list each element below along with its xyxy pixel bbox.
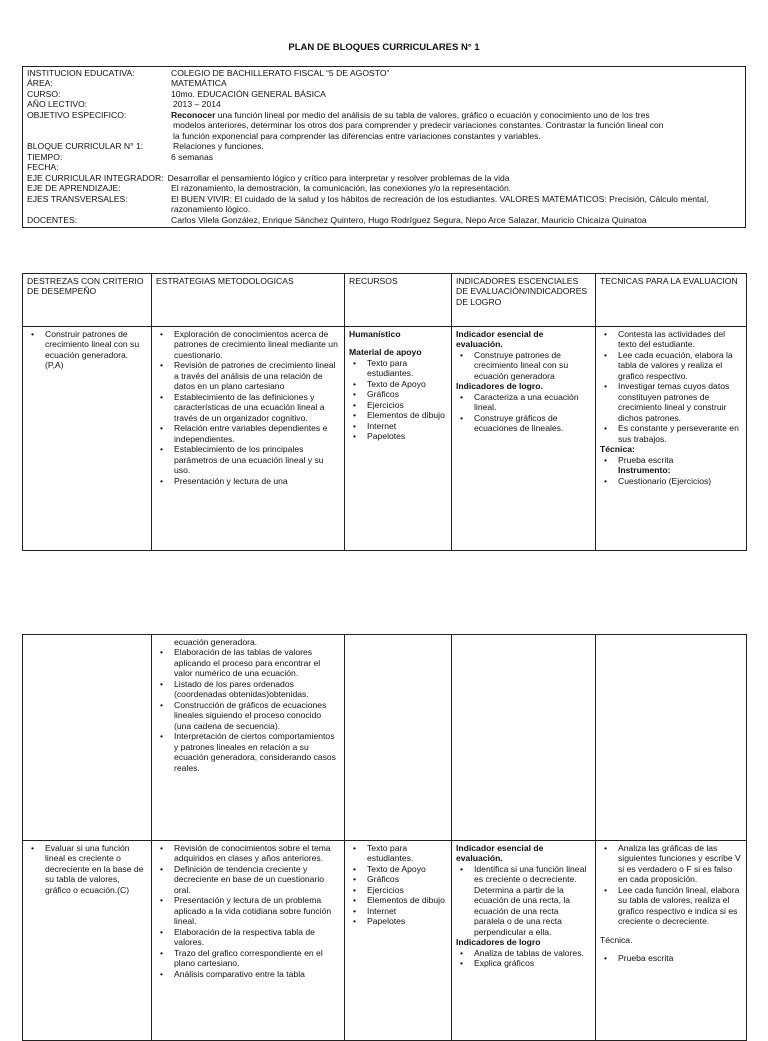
list-item: • Texto para estudiantes.	[349, 843, 447, 864]
table-row	[23, 841, 747, 1041]
docentes-label: DOCENTES:	[27, 214, 78, 225]
curso-value: 10mo. EDUCACIÓN GENERAL BÁSICA	[171, 88, 326, 99]
list-item: • Lee cada ecuación, elabora la tabla de valores y realiza el grafico respectivo.	[600, 350, 742, 381]
list-item: • Definición de tendencia creciente y decreciente en base de un cuestionario oral.	[156, 864, 340, 895]
list-item: • Ejercicios	[349, 885, 447, 895]
list-item: • Análisis comparativo entre la tabla	[156, 969, 340, 979]
area-label: ÁREA:	[27, 78, 53, 89]
row1-indicadores-cell	[452, 327, 596, 551]
list-item: • Prueba escrita	[600, 953, 742, 963]
institucion-value: COLEGIO DE BACHILLERATO FISCAL “5 DE AGOSTO”	[171, 68, 390, 78]
list-item: • Revisión de patrones de crecimiento lineal a través del análisis de una relación de datos en un plano cartesiano	[156, 360, 340, 391]
list-item: • Elaboración de las tablas de valores aplicando el proceso para encontrar el valor numérico de una ecuación.	[156, 647, 340, 678]
header-indicadores: INDICADORES ESCENCIALES DE EVALUACIÓN/INDICADORES DE LOGRO	[452, 274, 596, 327]
header-row	[23, 274, 747, 327]
info-row-anio	[27, 99, 741, 109]
row3-recursos-list	[349, 843, 447, 927]
instrumento-heading: Instrumento:	[618, 465, 671, 476]
list-item: • Elaboración de la respectiva tabla de valores.	[156, 927, 340, 948]
indicadores-logro-heading: Indicadores de logro.	[456, 381, 543, 392]
curriculum-table-1	[22, 273, 747, 551]
eje-aprendizaje-value: El razonamiento, la demostración, la comunicación, las conexiones y/o la representación.	[171, 183, 512, 194]
list-item: • Gráficos	[349, 389, 447, 399]
header-recursos: RECURSOS	[345, 274, 452, 327]
list-item: • Prueba escrita	[600, 455, 742, 465]
indicador-esencial-heading: Indicador esencial de evaluación.	[456, 843, 544, 864]
bloque-label: BLOQUE CURRICULAR N° 1:	[27, 141, 144, 152]
eje-aprendizaje-label: EJE DE APRENDIZAJE:	[27, 183, 121, 194]
ejes-transversales-label: EJES TRANSVERSALES:	[27, 193, 128, 204]
eje-integrador-label: EJE CURRICULAR INTEGRADOR:	[27, 172, 164, 183]
institucion-label: INSTITUCION EDUCATIVA:	[27, 68, 135, 78]
row1-estrategias-list	[156, 329, 340, 486]
header-tecnicas: TECNICAS PARA LA EVALUACION	[596, 274, 747, 327]
list-item: • Analiza las gráficas de las siguientes funciones y escribe V si es verdadero o F si es falso en cada proposición.	[600, 843, 742, 885]
info-row-objetivo	[27, 110, 741, 141]
row3-recursos-cell	[345, 841, 452, 1041]
list-item: • Presentación y lectura de una	[156, 476, 340, 486]
objetivo-line-1: una función lineal por medio del análisis de su tabla de valores, gráfico o ecuación y conocimiento uno de los tres	[215, 109, 650, 120]
curriculum-table-2	[22, 634, 747, 1041]
list-item: • Elementos de dibujo	[349, 895, 447, 905]
row2-estrategias-cell	[152, 635, 345, 841]
recursos-heading-material: Material de apoyo	[349, 347, 422, 358]
info-row-bloque	[27, 141, 741, 151]
ejes-transversales-value: El BUEN VIVIR: El cuidado de la salud y los hábitos de recreación de los estudiantes. VALORES MATEMÁTICOS: Precisión, Cálculo mental, razonamiento lógico.	[171, 193, 709, 215]
table-row	[23, 635, 747, 841]
objetivo-label: OBJETIVO ESPECIFICO:	[27, 109, 127, 120]
page-title: PLAN DE BLOQUES CURRICULARES N° 1	[288, 42, 480, 53]
list-item: • Revisión de conocimientos sobre el tema adquiridos en clases y años anteriores.	[156, 843, 340, 864]
info-row-institucion	[27, 68, 741, 78]
row3-indicadores-cell	[452, 841, 596, 1041]
anio-value: 2013 – 2014	[173, 99, 221, 110]
fecha-label: FECHA:	[27, 162, 59, 173]
recursos-heading-humanistico: Humanístico	[349, 329, 401, 339]
info-block	[22, 66, 746, 228]
list-item: • Papelotes	[349, 431, 447, 441]
row1-recursos-cell	[345, 327, 452, 551]
list-item: • Internet	[349, 421, 447, 431]
list-item: • Relación entre variables dependientes e independientes.	[156, 423, 340, 444]
row1-estrategias-cell	[152, 327, 345, 551]
row3-estrategias-list	[156, 843, 340, 979]
list-item: • Construye patrones de crecimiento lineal con su ecuación generadora	[456, 350, 591, 381]
table-row	[23, 327, 747, 551]
row1-destreza-cell	[23, 327, 152, 551]
list-item: • Es constante y perseverante en sus trabajos.	[600, 423, 742, 444]
list-item: • Cuestionario (Ejercicios)	[600, 476, 742, 486]
header-destrezas: DESTREZAS CON CRITERIO DE DESEMPEÑO	[23, 274, 152, 327]
list-item: • Texto para estudiantes.	[349, 358, 447, 379]
info-row-curso	[27, 89, 741, 99]
info-row-eje-aprendizaje	[27, 183, 741, 193]
list-item: • Caracteriza a una ecuación lineal.	[456, 392, 591, 413]
anio-label: AÑO LECTIVO:	[27, 99, 88, 110]
row2-indicadores-cell	[452, 635, 596, 841]
info-row-area	[27, 78, 741, 88]
objetivo-line-2: modelos anteriores, determinar los otros dos para comprender y predecir variaciones constantes. Contrastar la función lineal con	[173, 120, 664, 131]
objetivo-strong: Reconocer	[171, 109, 216, 120]
list-item: • Investigar temas cuyos datos constituyen patrones de crecimiento lineal y construir dichos patrones.	[600, 381, 742, 423]
tiempo-label: TIEMPO:	[27, 151, 63, 162]
indicadores-logro-heading: Indicadores de logro	[456, 937, 541, 948]
list-item: • Contesta las actividades del texto del estudiante.	[600, 329, 742, 350]
list-item: • Establecimiento de las definiciones y características de una ecuación lineal a través de un organizador cognitivo.	[156, 392, 340, 423]
row2-continuation: ecuación generadora.	[174, 637, 258, 647]
list-item: • Interpretación de ciertos comportamientos y patrones lineales en relación a su ecuación generadora, considerando casos reales.	[156, 731, 340, 773]
row3-estrategias-cell	[152, 841, 345, 1041]
list-item: • Establecimiento de los principales parámetros de una ecuación lineal y su uso.	[156, 444, 340, 475]
objetivo-value	[171, 110, 741, 141]
row2-tecnicas-cell	[596, 635, 747, 841]
curso-label: CURSO:	[27, 88, 61, 99]
tiempo-value: 6 semanas	[171, 151, 214, 162]
list-item: • Texto de Apoyo	[349, 379, 447, 389]
info-row-docentes	[27, 215, 741, 225]
info-row-eje-integrador	[27, 173, 741, 183]
list-item: • Papelotes	[349, 916, 447, 926]
row2-destreza-cell	[23, 635, 152, 841]
list-item: • Exploración de conocimientos acerca de patrones de crecimiento lineal mediante un cuestionario.	[156, 329, 340, 360]
list-item: • Presentación y lectura de un problema aplicado a la vida cotidiana sobre función lineal.	[156, 895, 340, 926]
info-row-ejes-transversales	[27, 194, 741, 215]
list-item: • Analiza de tablas de valores.	[456, 948, 591, 958]
row2-estrategias-list	[156, 647, 340, 773]
row1-tecnicas-cell	[596, 327, 747, 551]
info-row-tiempo	[27, 152, 741, 162]
row3-destreza-cell	[23, 841, 152, 1041]
list-item: • Ejercicios	[349, 400, 447, 410]
fecha-value	[171, 162, 741, 172]
list-item: • Construir patrones de crecimiento lineal con su ecuación generadora. (P,A)	[27, 329, 147, 371]
header-estrategias: ESTRATEGIAS METODOLOGICAS	[152, 274, 345, 327]
list-item: • Construye gráficos de ecuaciones de lineales.	[456, 413, 591, 434]
bloque-value: Relaciones y funciones.	[173, 141, 264, 152]
objetivo-line-3: la función exponencial para comprender las diferencias entre variaciones constantes y variables.	[173, 130, 541, 141]
tecnica-heading: Técnica:	[600, 444, 635, 455]
tecnica-heading: Técnica.	[600, 934, 633, 945]
list-item: • Elementos de dibujo	[349, 410, 447, 420]
info-row-fecha	[27, 162, 741, 172]
list-item: • Evaluar si una función lineal es creciente o decreciente en la base de su tabla de valores, gráfico o ecuación.(C)	[27, 843, 147, 895]
list-item: • Explica gráficos	[456, 958, 591, 968]
list-item: • Lee cada función lineal, elabora su tabla de valores, realiza el grafico respectivo e indica si es creciente o decreciente.	[600, 885, 742, 927]
row1-recursos-list	[349, 358, 447, 442]
docentes-value: Carlos Vilela González, Enrique Sánchez Quintero, Hugo Rodríguez Segura, Nepo Arce Salazar, Mauricio Chicaiza Quinatoa	[171, 214, 647, 225]
area-value: MATEMÁTICA	[171, 78, 227, 89]
list-item: • Listado de los pares ordenados (coordenadas obtenidas)obtenidas.	[156, 679, 340, 700]
list-item: • Identifica si una función lineal es creciente o decreciente. Determina a partir de la ecuación de una recta, la ecuación de una recta paralela o de una recta perpendicular a ella.	[456, 864, 591, 937]
row3-tecnicas-cell	[596, 841, 747, 1041]
eje-integrador-value: Desarrollar el pensamiento lógico y crítico para interpretar y resolver problemas de la vida	[167, 172, 510, 183]
indicador-esencial-heading: Indicador esencial de evaluación.	[456, 329, 544, 350]
list-item: • Trazo del grafico correspondiente en el plano cartesiano.	[156, 948, 340, 969]
list-item: • Construcción de gráficos de ecuaciones lineales siguiendo el proceso conocido (una cadena de secuencia).	[156, 700, 340, 731]
list-item: • Internet	[349, 906, 447, 916]
list-item: • Gráficos	[349, 874, 447, 884]
list-item: • Texto de Apoyo	[349, 864, 447, 874]
row2-recursos-cell	[345, 635, 452, 841]
